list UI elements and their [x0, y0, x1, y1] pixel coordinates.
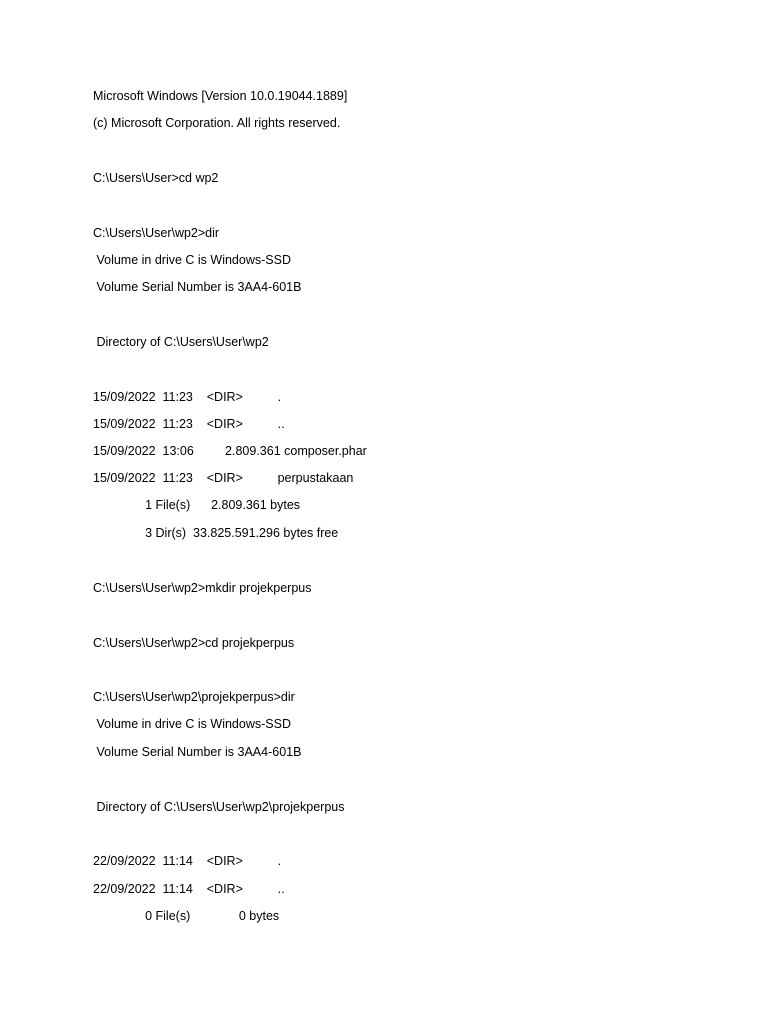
command-cd-wp2: C:\Users\User>cd wp2: [93, 171, 219, 185]
directory-of-line: Directory of C:\Users\User\wp2\projekperpus: [93, 800, 345, 814]
header-copyright-line: (c) Microsoft Corporation. All rights reserved.: [93, 116, 341, 130]
directory-of-line: Directory of C:\Users\User\wp2: [93, 335, 269, 349]
file-count-summary: 1 File(s) 2.809.361 bytes: [93, 498, 301, 512]
volume-label-line: Volume in drive C is Windows-SSD: [93, 253, 291, 267]
command-cd-projekperpus: C:\Users\User\wp2>cd projekperpus: [93, 636, 295, 650]
dir-entry: 15/09/2022 11:23 <DIR> perpustakaan: [93, 471, 354, 485]
dir-entry: 22/09/2022 11:14 <DIR> .: [93, 854, 282, 868]
dir-entry: 15/09/2022 11:23 <DIR> .: [93, 390, 282, 404]
dir-entry: 15/09/2022 13:06 2.809.361 composer.phar: [93, 444, 367, 458]
volume-serial-line: Volume Serial Number is 3AA4-601B: [93, 280, 302, 294]
file-count-summary: 0 File(s) 0 bytes: [93, 909, 280, 923]
header-version-line: Microsoft Windows [Version 10.0.19044.1889]: [93, 89, 348, 103]
command-dir: C:\Users\User\wp2\projekperpus>dir: [93, 690, 295, 704]
volume-label-line: Volume in drive C is Windows-SSD: [93, 717, 291, 731]
command-dir: C:\Users\User\wp2>dir: [93, 226, 220, 240]
volume-serial-line: Volume Serial Number is 3AA4-601B: [93, 745, 302, 759]
command-mkdir: C:\Users\User\wp2>mkdir projekperpus: [93, 581, 312, 595]
dir-entry: 15/09/2022 11:23 <DIR> ..: [93, 417, 285, 431]
dir-entry: 22/09/2022 11:14 <DIR> ..: [93, 882, 285, 896]
dir-count-summary: 3 Dir(s) 33.825.591.296 bytes free: [93, 526, 339, 540]
